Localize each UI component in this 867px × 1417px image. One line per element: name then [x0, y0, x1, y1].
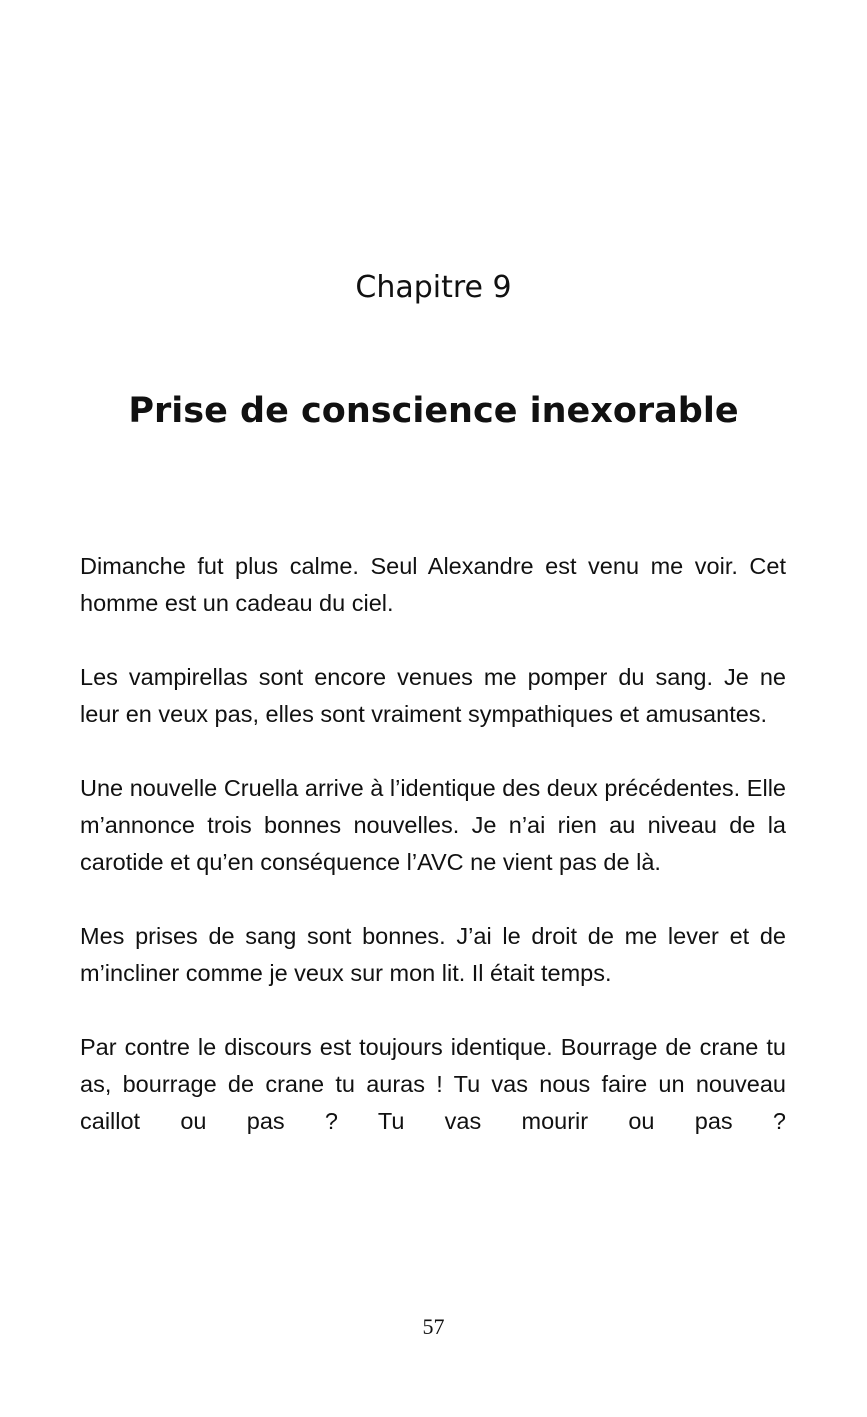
chapter-title: Prise de conscience inexorable	[128, 391, 739, 431]
paragraph: Les vampirellas sont encore venues me pomper du sang. Je ne leur en veux pas, elles sont vraiment sympathiques et amusantes.	[80, 664, 786, 727]
paragraph: Dimanche fut plus calme. Seul Alexandre est venu me voir. Cet homme est un cadeau du ciel.	[80, 553, 786, 616]
chapter-label: Chapitre 9	[355, 270, 512, 305]
body-text	[80, 548, 786, 1140]
paragraph: Une nouvelle Cruella arrive à l’identique des deux précédentes. Elle m’annonce trois bonnes nouvelles. Je n’ai rien au niveau de la carotide et qu’en conséquence l’AVC ne vient pas de là.	[80, 775, 786, 875]
page-number: 57	[422, 1314, 445, 1339]
paragraph: Par contre le discours est toujours identique. Bourrage de crane tu as, bourrage de crane tu auras ! Tu vas nous faire un nouveau caillot ou pas ? Tu vas mourir ou pas ?	[80, 1034, 786, 1134]
paragraph: Mes prises de sang sont bonnes. J’ai le droit de me lever et de m’incliner comme je veux sur mon lit. Il était temps.	[80, 923, 786, 986]
